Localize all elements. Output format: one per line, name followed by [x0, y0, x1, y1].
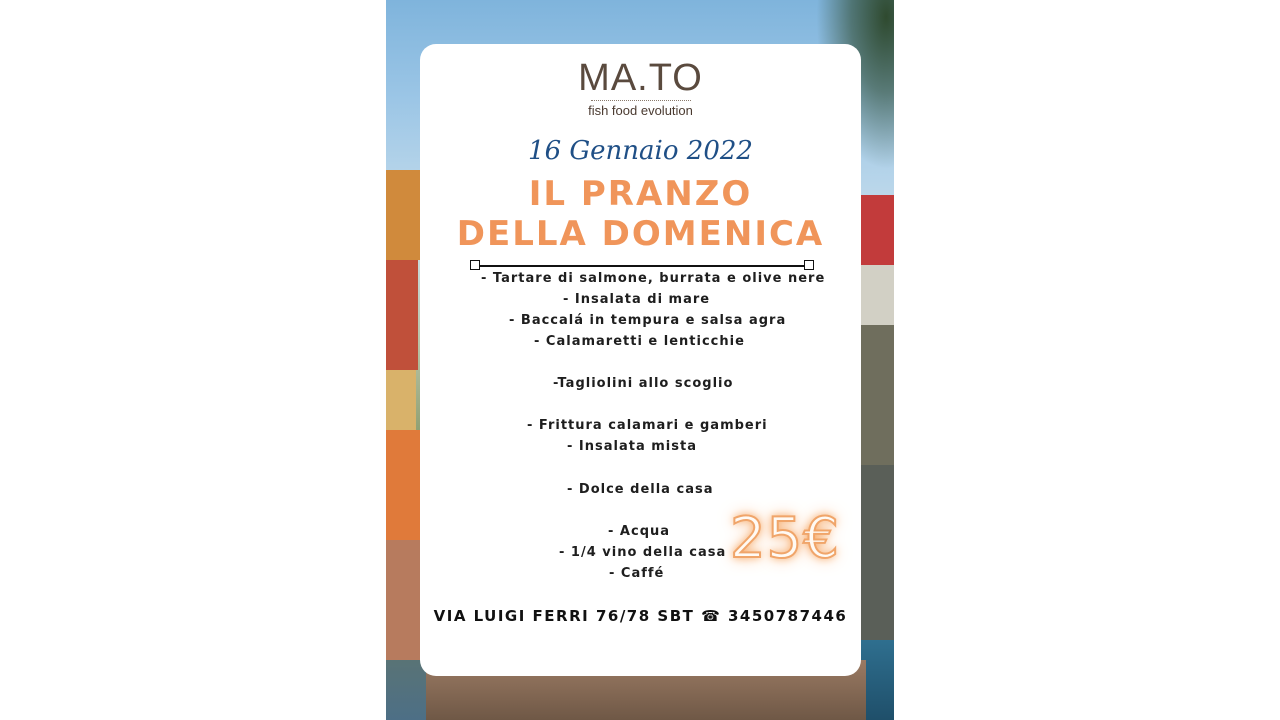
price-tag: 25€ [730, 506, 840, 571]
building [860, 265, 894, 325]
menu-item: - Dolce della casa [567, 482, 714, 497]
menu-item: - Calamaretti e lenticchie [534, 334, 745, 349]
logo-tagline: fish food evolution [588, 103, 693, 118]
building [386, 170, 420, 260]
menu-title [420, 174, 861, 254]
brand-logo [420, 58, 861, 118]
building [386, 370, 416, 430]
building [386, 260, 418, 370]
menu-item: - Frittura calamari e gamberi [527, 418, 768, 433]
logo-mark: MA.TO [578, 57, 703, 99]
menu-item: - Insalata mista [567, 439, 697, 454]
menu-card [420, 44, 861, 676]
divider-line [476, 265, 808, 267]
menu-date: 16 Gennaio 2022 [528, 136, 753, 166]
address-phone: VIA LUIGI FERRI 76/78 SBT ☎ 3450787446 [433, 607, 848, 625]
building [386, 430, 420, 540]
menu-item: - Acqua [608, 524, 671, 539]
menu-item: - Tartare di salmone, burrata e olive nere [481, 271, 826, 286]
title-line-1: IL PRANZO [528, 174, 753, 214]
cliff [860, 465, 894, 645]
building [386, 540, 422, 660]
menu-item: -Tagliolini allo scoglio [553, 376, 734, 391]
menu-item: - 1/4 vino della casa [559, 545, 727, 560]
logo-rule [591, 100, 691, 101]
divider-end-left [470, 260, 480, 270]
menu-item: - Baccalá in tempura e salsa agra [509, 313, 787, 328]
divider-end-right [804, 260, 814, 270]
building [860, 195, 894, 265]
title-line-2: DELLA DOMENICA [456, 214, 825, 254]
menu-item: - Caffé [609, 566, 665, 581]
menu-item: - Insalata di mare [563, 292, 711, 307]
cliff [860, 325, 894, 465]
